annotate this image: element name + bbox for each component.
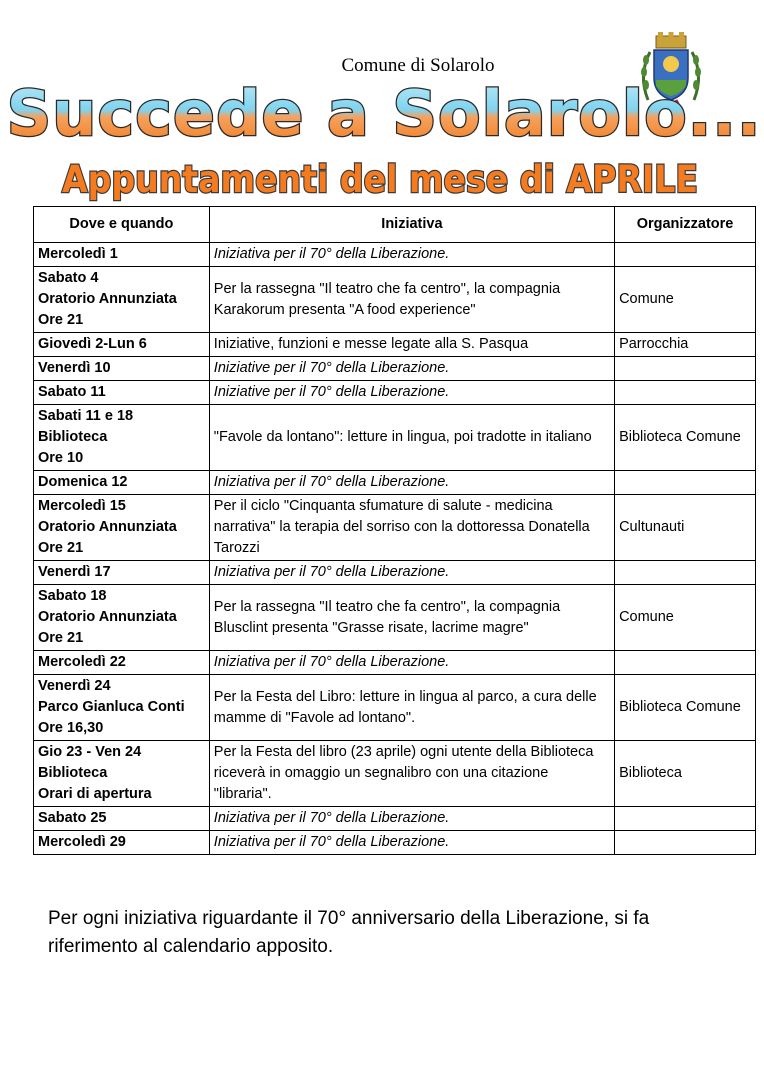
cell-organizer [615,651,756,675]
cell-initiative: Iniziativa per il 70° della Liberazione. [209,561,614,585]
table-row [34,831,756,855]
cell-organizer [615,471,756,495]
when-line: Biblioteca [38,429,108,445]
cell-when [34,405,210,471]
cell-initiative: Iniziativa per il 70° della Liberazione. [209,807,614,831]
when-line: Domenica 12 [38,474,128,490]
when-line: Ore 10 [38,450,84,466]
table-row [34,357,756,381]
cell-initiative: Per la Festa del Libro: letture in lingua al parco, a cura delle mamme di "Favole ad lontano". [209,675,614,741]
main-title [0,75,764,153]
cell-initiative: Iniziativa per il 70° della Liberazione. [209,831,614,855]
when-line: Oratorio Annunziata [38,291,177,307]
when-line: Sabato 4 [38,270,99,286]
cell-initiative: Per la Festa del libro (23 aprile) ogni utente della Biblioteca riceverà in omaggio un segnalibro con una citazione "libraria". [209,741,614,807]
cell-when [34,561,210,585]
cell-initiative: Iniziative, funzioni e messe legate alla S. Pasqua [209,333,614,357]
cell-when [34,381,210,405]
when-line: Venerdì 17 [38,564,111,580]
cell-organizer: Comune [615,585,756,651]
when-line: Biblioteca [38,765,108,781]
when-line: Mercoledì 22 [38,654,126,670]
table-row [34,243,756,267]
cell-organizer [615,561,756,585]
cell-initiative: Iniziativa per il 70° della Liberazione. [209,651,614,675]
table-row [34,651,756,675]
when-line: Gio 23 - Ven 24 [38,744,142,760]
table-row [34,471,756,495]
when-line: Mercoledì 15 [38,498,126,514]
cell-organizer: Biblioteca Comune [615,405,756,471]
table-row [34,675,756,741]
table-row [34,807,756,831]
cell-organizer: Biblioteca [615,741,756,807]
cell-organizer [615,807,756,831]
when-line: Sabato 18 [38,588,107,604]
cell-organizer [615,357,756,381]
when-line: Ore 21 [38,630,84,646]
cell-when [34,243,210,267]
when-line: Ore 21 [38,312,84,328]
when-line: Oratorio Annunziata [38,609,177,625]
events-table [33,206,756,855]
footer-note: Per ogni iniziativa riguardante il 70° anniversario della Liberazione, si fa riferimento al calendario apposito. [48,908,650,957]
subtitle [0,150,764,205]
when-line: Venerdì 10 [38,360,111,376]
cell-initiative: Iniziativa per il 70° della Liberazione. [209,243,614,267]
cell-initiative: Per la rassegna "Il teatro che fa centro", la compagnia Blusclint presenta "Grasse risate, lacrime magre" [209,585,614,651]
svg-text:Succede a Solarolo...: Succede a Solarolo... [6,77,762,150]
when-line: Orari di apertura [38,786,152,802]
header-when: Dove e quando [34,207,210,243]
when-line: Mercoledì 29 [38,834,126,850]
header-initiative: Iniziativa [209,207,614,243]
cell-initiative: Per il ciclo "Cinquanta sfumature di salute - medicina narrativa" la terapia del sorriso con la dottoressa Donatella Tarozzi [209,495,614,561]
when-line: Oratorio Annunziata [38,519,177,535]
table-row [34,267,756,333]
table-row [34,333,756,357]
cell-organizer: Cultunauti [615,495,756,561]
table-row [34,561,756,585]
table-header-row [34,207,756,243]
cell-when [34,741,210,807]
cell-when [34,471,210,495]
when-line: Sabati 11 e 18 [38,408,134,424]
when-line: Ore 21 [38,540,84,556]
table-row [34,495,756,561]
cell-when [34,267,210,333]
svg-text:Appuntamenti del mese di APRIL: Appuntamenti del mese di APRILE [62,158,698,201]
cell-when [34,585,210,651]
when-line: Sabato 11 [38,384,106,400]
table-row [34,585,756,651]
when-line: Parco Gianluca Conti [38,699,185,715]
when-line: Venerdì 24 [38,678,111,694]
when-line: Giovedì 2-Lun 6 [38,336,147,352]
cell-organizer: Parrocchia [615,333,756,357]
cell-organizer: Comune [615,267,756,333]
cell-when [34,357,210,381]
cell-organizer: Biblioteca Comune [615,675,756,741]
cell-organizer [615,381,756,405]
cell-when [34,333,210,357]
table-row [34,381,756,405]
cell-initiative: Iniziative per il 70° della Liberazione. [209,357,614,381]
cell-when [34,651,210,675]
when-line: Mercoledì 1 [38,246,118,262]
when-line: Sabato 25 [38,810,107,826]
cell-initiative: Iniziative per il 70° della Liberazione. [209,381,614,405]
cell-when [34,675,210,741]
cell-initiative: Per la rassegna "Il teatro che fa centro", la compagnia Karakorum presenta "A food experience" [209,267,614,333]
table-row [34,741,756,807]
cell-when [34,495,210,561]
header-organizer: Organizzatore [615,207,756,243]
cell-when [34,807,210,831]
cell-initiative: "Favole da lontano": letture in lingua, poi tradotte in italiano [209,405,614,471]
cell-organizer [615,831,756,855]
cell-initiative: Iniziativa per il 70° della Liberazione. [209,471,614,495]
table-row [34,405,756,471]
cell-organizer [615,243,756,267]
municipality-name: Comune di Solarolo [341,55,495,76]
when-line: Ore 16,30 [38,720,104,736]
cell-when [34,831,210,855]
events-table-body [34,243,756,855]
